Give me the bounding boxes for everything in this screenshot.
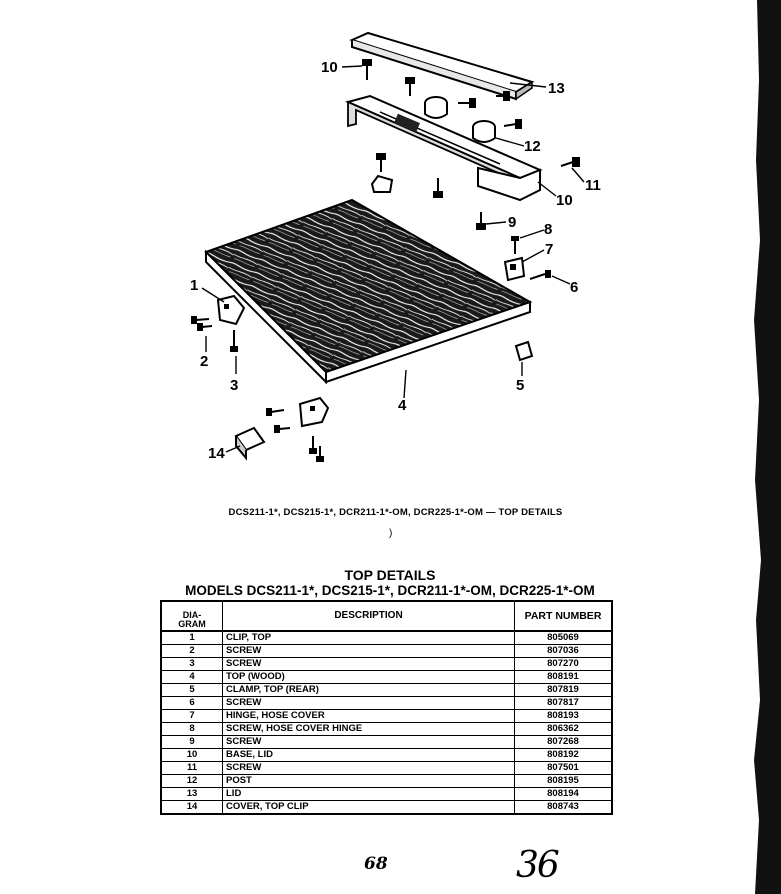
clamp-top-rear-lower (516, 342, 532, 360)
cell-diagram: 14 (161, 801, 223, 815)
callout-4: 4 (398, 397, 407, 414)
cell-description: COVER, TOP CLIP (223, 801, 515, 815)
cell-description: POST (223, 775, 515, 788)
handwritten-page-number: 36 (516, 845, 558, 886)
callout-8: 8 (544, 221, 553, 238)
diagram-caption: DCS211-1*, DCS215-1*, DCR211-1*-OM, DCR225-1*-OM — TOP DETAILS (228, 507, 563, 518)
callout-1: 1 (190, 277, 199, 294)
cell-description: HINGE, HOSE COVER (223, 710, 515, 723)
lid-part (352, 33, 532, 99)
parts-table (160, 600, 613, 815)
callout-6: 6 (570, 279, 579, 296)
header-diagram-line2: GRAM (178, 619, 206, 629)
cell-description: SCREW, HOSE COVER HINGE (223, 723, 515, 736)
cell-part-number: 808743 (515, 801, 613, 815)
cell-diagram: 6 (161, 697, 223, 710)
cell-description: BASE, LID (223, 749, 515, 762)
table-row (161, 801, 612, 815)
cell-description: CLAMP, TOP (REAR) (223, 684, 515, 697)
cell-part-number: 807268 (515, 736, 613, 749)
header-diagram-line1: DIA- (182, 610, 202, 620)
header-diagram (161, 601, 223, 631)
cell-part-number: 806362 (515, 723, 613, 736)
table-title: TOP DETAILS (344, 567, 436, 583)
clamp-top-rear-part (372, 176, 392, 192)
cell-diagram: 12 (161, 775, 223, 788)
callout-7: 7 (545, 241, 554, 258)
cell-part-number: 808195 (515, 775, 613, 788)
cell-part-number: 805069 (515, 631, 613, 645)
table-models: MODELS DCS211-1*, DCS215-1*, DCR211-1*-OM, DCR225-1*-OM (185, 583, 595, 598)
parts-table-header (161, 601, 612, 631)
callout-3: 3 (230, 377, 239, 394)
cell-diagram: 2 (161, 645, 223, 658)
cell-part-number: 808191 (515, 671, 613, 684)
cell-diagram: 8 (161, 723, 223, 736)
scan-mark: ) (389, 528, 393, 539)
table-row (161, 762, 612, 775)
cell-diagram: 11 (161, 762, 223, 775)
parts-table-body (161, 631, 612, 814)
header-description: DESCRIPTION (223, 601, 515, 631)
cell-part-number: 807036 (515, 645, 613, 658)
table-row (161, 736, 612, 749)
table-row (161, 723, 612, 736)
callout-12: 12 (524, 138, 541, 155)
cell-description: SCREW (223, 762, 515, 775)
cell-description: SCREW (223, 736, 515, 749)
table-row (161, 684, 612, 697)
cell-part-number: 807270 (515, 658, 613, 671)
callout-14: 14 (208, 445, 225, 462)
cell-diagram: 1 (161, 631, 223, 645)
cover-top-clip-part (236, 428, 264, 458)
callout-5: 5 (516, 377, 525, 394)
cell-description: SCREW (223, 658, 515, 671)
cell-description: LID (223, 788, 515, 801)
table-row (161, 775, 612, 788)
cell-diagram: 10 (161, 749, 223, 762)
cell-diagram: 4 (161, 671, 223, 684)
table-row (161, 671, 612, 684)
header-part-number: PART NUMBER (515, 601, 613, 631)
table-row (161, 631, 612, 645)
handwritten-page-code: 68 (364, 854, 388, 874)
cell-part-number: 808192 (515, 749, 613, 762)
cell-part-number: 807501 (515, 762, 613, 775)
callout-11-a: 10 (321, 59, 338, 76)
callout-13: 13 (548, 80, 565, 97)
cell-diagram: 13 (161, 788, 223, 801)
callout-11-b: 11 (585, 177, 601, 194)
cell-description: SCREW (223, 697, 515, 710)
cell-diagram: 3 (161, 658, 223, 671)
clip-top-part (191, 296, 244, 352)
cell-diagram: 9 (161, 736, 223, 749)
cell-part-number: 808194 (515, 788, 613, 801)
cell-description: TOP (WOOD) (223, 671, 515, 684)
table-row (161, 697, 612, 710)
cell-description: SCREW (223, 645, 515, 658)
callout-9: 9 (508, 214, 517, 231)
cell-part-number: 807817 (515, 697, 613, 710)
cell-part-number: 807819 (515, 684, 613, 697)
table-row (161, 749, 612, 762)
cell-part-number: 808193 (515, 710, 613, 723)
cell-diagram: 5 (161, 684, 223, 697)
table-row (161, 658, 612, 671)
cell-description: CLIP, TOP (223, 631, 515, 645)
table-row (161, 788, 612, 801)
clip-top-lower-part (266, 398, 328, 462)
cell-diagram: 7 (161, 710, 223, 723)
table-row (161, 710, 612, 723)
callout-2: 2 (200, 353, 209, 370)
table-row (161, 645, 612, 658)
callout-10: 10 (556, 192, 573, 209)
